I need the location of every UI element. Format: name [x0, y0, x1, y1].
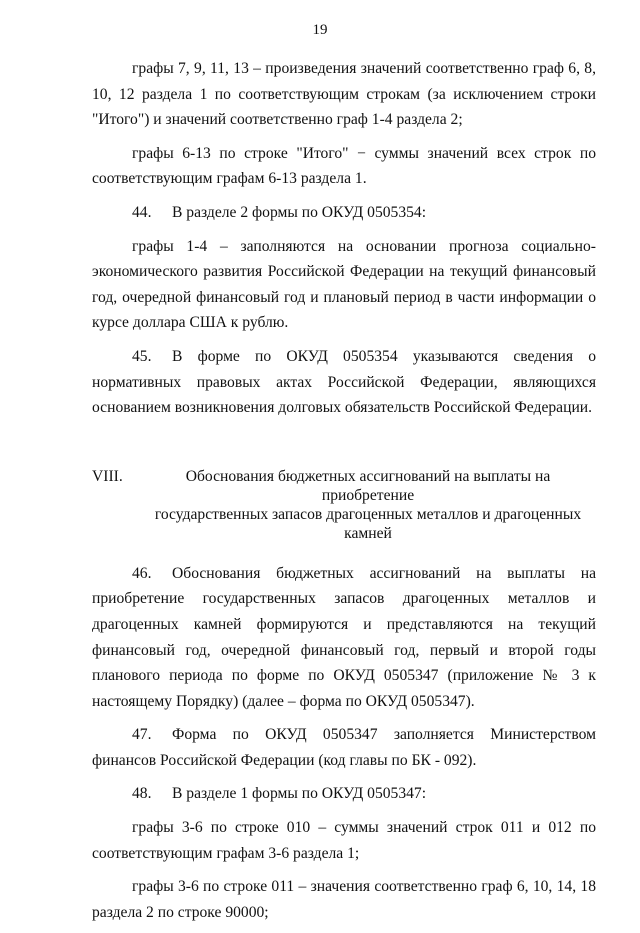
numbered-paragraph-44 — [92, 200, 596, 226]
numbered-paragraph-45 — [92, 344, 596, 421]
section-number: VIII. — [92, 467, 123, 485]
document-body — [92, 56, 596, 933]
paragraph-number: 47. — [132, 726, 152, 744]
section-heading — [92, 467, 596, 543]
paragraph-text: Обоснования бюджетных ассигнований на выплаты на приобретение государственных запасов драгоценных металлов и драгоценных камней формируются и представляются на текущий финансовый год, очередной финансовый год, первый и второй годы планового периода по форме по ОКУД 0505347 (приложение № 3 к настоящему Порядку) (далее – форма по ОКУД 0505347). — [92, 564, 596, 710]
page-number: 19 — [312, 22, 328, 38]
section-title — [140, 467, 596, 543]
numbered-paragraph-47 — [92, 722, 596, 773]
paragraph-text: В форме по ОКУД 0505354 указываются сведения о нормативных правовых актах Российской Федерации, являющихся основанием возникновения долговых обязательств Российской Федерации. — [92, 347, 596, 417]
paragraph-number: 45. — [132, 347, 152, 365]
paragraph: графы 3-6 по строке 010 – суммы значений строк 011 и 012 по соответствующим графам 3-6 раздела 1; — [92, 819, 596, 862]
paragraph-text: Форма по ОКУД 0505347 заполняется Министерством финансов Российской Федерации (код главы по БК - 092). — [92, 726, 596, 769]
paragraph-number: 46. — [132, 564, 152, 582]
paragraph: графы 6-13 по строке "Итого" − суммы значений всех строк по соответствующим графам 6-13 раздела 1. — [92, 144, 596, 188]
section-title-line: государственных запасов драгоценных металлов и драгоценных камней — [154, 505, 582, 542]
paragraph-number: 44. — [132, 203, 152, 221]
section-title-line: Обоснования бюджетных ассигнований на выплаты на приобретение — [185, 467, 551, 504]
paragraph-text: В разделе 1 формы по ОКУД 0505347: — [172, 785, 427, 803]
paragraph-number: 48. — [132, 785, 152, 803]
paragraph-text: В разделе 2 формы по ОКУД 0505354: — [172, 203, 427, 221]
paragraph: графы 7, 9, 11, 13 – произведения значений соответственно граф 6, 8, 10, 12 раздела 1 по соответствующим строкам (за исключением строки "Итого") и значений соответственно граф 1-4 раздела 2; — [92, 60, 596, 129]
paragraph: графы 3-6 по строке 011 – значения соответственно граф 6, 10, 14, 18 раздела 2 по строке 90000; — [92, 878, 596, 921]
numbered-paragraph-46 — [92, 561, 596, 715]
paragraph: графы 1-4 – заполняются на основании прогноза социально-экономического развития Российской Федерации на текущий финансовый год, очередной финансовый год и плановый период в части информации о курсе доллара США к рублю. — [92, 237, 596, 332]
numbered-paragraph-48 — [92, 781, 596, 807]
